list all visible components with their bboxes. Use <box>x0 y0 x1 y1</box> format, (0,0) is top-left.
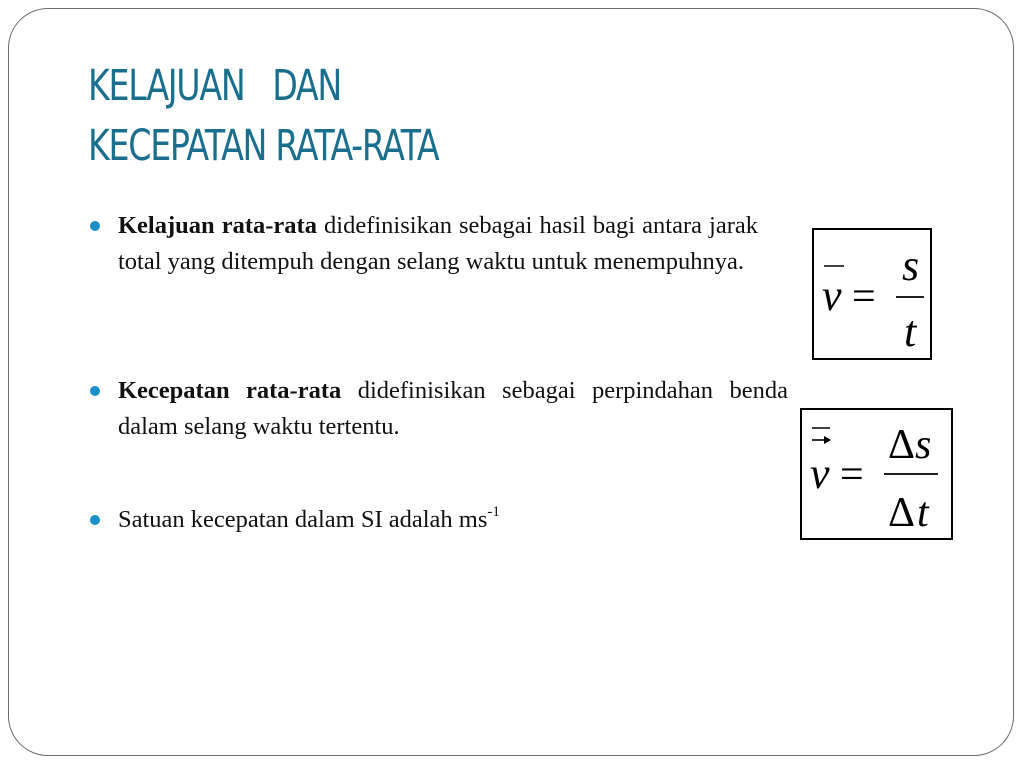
speed-formula-box <box>812 228 932 360</box>
bullet-item-si-unit <box>88 502 788 538</box>
velocity-formula-box <box>800 408 953 540</box>
unit-exponent: -1 <box>487 504 500 520</box>
denominator-time-interval: t <box>917 490 929 536</box>
equals-sign: = <box>852 274 876 320</box>
velocity-symbol: v <box>810 449 830 498</box>
bullet-list <box>88 208 788 533</box>
numerator-distance: s <box>902 241 920 290</box>
velocity-formula <box>802 410 951 538</box>
denominator-time: t <box>904 307 917 356</box>
bullet-dot-icon <box>90 221 100 231</box>
bullet-text: Satuan kecepatan dalam SI adalah ms <box>118 506 488 533</box>
bullet-dot-icon <box>90 515 100 525</box>
delta-symbol: Δ <box>888 490 916 536</box>
title-line-2: KECEPATAN RATA-RATA <box>88 121 439 171</box>
bullet-term: Kelajuan rata-rata <box>118 212 317 239</box>
bullet-text: didefinisikan sebagai perpindahan benda dalam selang waktu tertentu. <box>118 377 788 440</box>
equals-sign: = <box>840 452 864 498</box>
delta-symbol: Δ <box>888 422 916 468</box>
bullet-text: didefinisikan sebagai hasil bagi antara jarak total yang ditempuh dengan selang waktu untuk menempuhnya. <box>118 212 759 275</box>
speed-symbol: v <box>822 271 842 320</box>
numerator-displacement: s <box>915 422 932 468</box>
title-line-1: KELAJUAN DAN <box>88 61 342 111</box>
slide-title <box>88 56 690 176</box>
speed-formula <box>814 230 930 358</box>
bullet-term: Kecepatan rata-rata <box>118 377 342 404</box>
bullet-item-average-speed <box>88 208 758 280</box>
bullet-item-average-velocity <box>88 373 788 445</box>
vector-arrow-icon <box>824 436 831 444</box>
bullet-dot-icon <box>90 386 100 396</box>
